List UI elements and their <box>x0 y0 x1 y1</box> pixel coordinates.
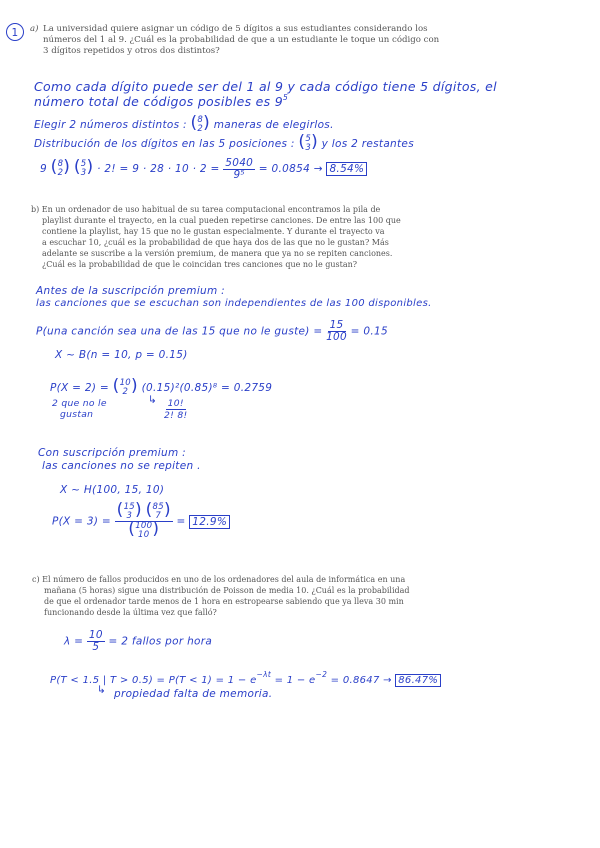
question-c-line-2: mañana (5 horas) sigue una distribución de Poisson de media 10. ¿Cuál es la probabilidad <box>44 586 410 595</box>
sol-b-heading-4: las canciones no se repiten . <box>42 460 201 472</box>
sol-a-calculation: 9 ( 8 2 ) ( 5 3 ) · 2! = 9 · 28 · 10 · 2 = $\frac{5040}{\text{9⁵}}$ = 0.0854 → 8.54% <box>40 157 367 181</box>
sol-a-line-4: Distribución de los dígitos en las 5 posiciones : ( 5 3 ) y los 2 restantes <box>34 132 414 153</box>
sol-a-line-3: Elegir 2 números distintos : ( 8 2 ) maneras de elegirlos. <box>34 113 334 134</box>
question-a-line-3: 3 dígitos repetidos y otros dos distintos? <box>43 46 220 56</box>
sol-b-prob-line: P(una canción sea una de las 15 que no le guste) = $\frac{15}{100}$ = 0.15 <box>36 319 388 343</box>
question-b-line-2: playlist durante el trayecto, en la cual pueden repetirse canciones. De entre las 100 que <box>42 216 401 225</box>
sol-b-heading-1: Antes de la suscripción premium : <box>36 285 225 297</box>
conditional-probability-line: P(T < 1.5 | $T > 0.5) = P(T < 1) = 1 - e^{-\lambda t} = 1 - e^{-2} = 0.8647 \to 86.47\%$ <box>50 670 441 686</box>
sol-b-heading-2: las canciones que se escuchan son independientes de las 100 disponibles. <box>36 298 432 309</box>
note-arrow-c: ↳ <box>97 684 107 696</box>
note-no-le-line-1: 2 que no le <box>52 398 107 409</box>
note-arrow-b: ↳ <box>148 394 158 406</box>
memoryless-note: propiedad falta de memoria. <box>114 688 273 700</box>
question-c-line-3: de que el ordenador tarde menos de 1 hora en estropearse sabiendo que ya lleva 30 min <box>44 597 404 606</box>
sol-b-heading-3: Con suscripción premium : <box>38 447 186 459</box>
lambda-line: λ = $\frac{10}{5}$ = 2 fallos por hora <box>64 629 213 653</box>
question-b-line-3: contiene la playlist, hay 15 que no le gustan especialmente. Y durante el trayecto va <box>42 227 385 236</box>
fraction-15-100: $\frac{15}{100}$ <box>326 319 348 343</box>
sol-b-px3: P(X = 3) = ( 15 3 ) ( 85 7 ) ( 100 10 ) = 12.9% <box>52 503 230 540</box>
result-a: 8.54% <box>326 162 367 176</box>
question-c-line-4: funcionando desde la última vez que falló? <box>44 608 217 617</box>
factorial-fraction: $\frac{10!}{2! 8!}$ <box>164 398 188 421</box>
fraction-10-5: $\frac{10}{5}$ <box>88 629 103 653</box>
question-a-line-2: números del 1 al 9. ¿Cuál es la probabilidad de que a un estudiante le toque un código con <box>43 35 440 45</box>
question-b-line-4: a escuchar 10, ¿cuál es la probabilidad de que haya dos de las que no le gustan? Más <box>42 238 389 247</box>
problem-number-circle <box>6 23 24 41</box>
binomial-5-3: 5 3 <box>305 134 312 153</box>
sol-a-line-1: Como cada dígito puede ser del 1 al 9 y cada código tiene 5 dígitos, el <box>34 79 497 94</box>
question-c-line-1: c) El número de fallos producidos en uno de los ordenadores del aula de informática en una <box>32 575 406 584</box>
binomial-distribution: X ~ B(n = 10, p = 0.15) <box>55 349 188 361</box>
sol-a-line-2: número total de códigos posibles es $9^5$ <box>34 93 289 109</box>
sol-b-px2: P(X = 2) = ( 10 2 ) (0.15)²(0.85)⁸ = 0.2759 <box>50 376 273 397</box>
note-no-le-line-2: gustan <box>60 409 94 420</box>
hypergeometric-distribution: X ~ H(100, 15, 10) <box>60 484 165 496</box>
problem-number: 1 <box>11 27 19 39</box>
hypergeometric-fraction: ( 15 3 ) ( 85 7 ) ( 100 10 ) <box>116 500 171 540</box>
question-a-letter: a) <box>30 24 39 34</box>
question-b-line-1: b) En un ordenador de uso habitual de su tarea computacional encontramos la pila de <box>31 205 381 214</box>
question-b-line-6: ¿Cuál es la probabilidad de que le coincidan tres canciones que no le gustan? <box>42 260 358 269</box>
question-b-line-5: adelante se suscribe a la versión premium, de manera que ya no se repiten canciones. <box>42 249 393 258</box>
result-c: 86.47% <box>395 674 441 687</box>
question-a-line-1: La universidad quiere asignar un código de 5 dígitos a sus estudiantes considerando los <box>43 24 428 34</box>
binomial-8-2: 8 2 <box>197 115 204 134</box>
fraction-5040: $\frac{5040}{\text{9⁵}}$ <box>225 156 254 181</box>
total-codes: $9^5$ <box>274 93 289 109</box>
result-b: 12.9% <box>189 515 230 529</box>
